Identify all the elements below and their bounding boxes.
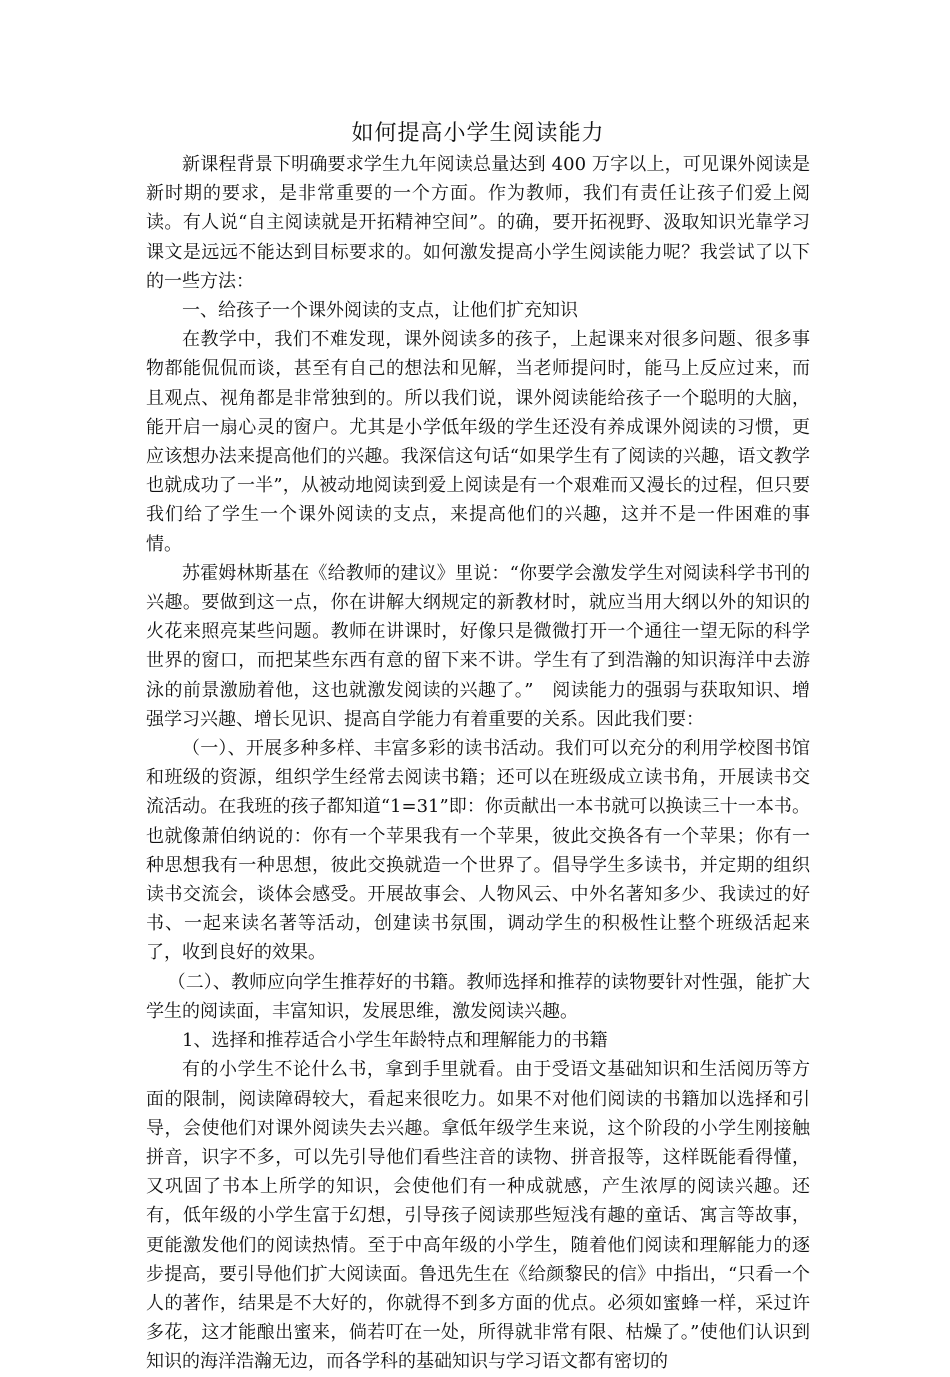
paragraph-reading-activities: （一）、开展多种多样、丰富多彩的读书活动。我们可以充分的利用学校图书馆和班级的资源，组织学生经常去阅读书籍；还可以在班级成立读书角，开展读书交流活动。在我班的孩子都知道“1=31”即：你贡献出一本书就可以换读三十一本书。也就像萧伯纳说的：你有一个苹果我有一个苹果，彼此交换各有一个苹果；你有一种思想我有一种思想，彼此交换就造一个世界了。倡导学生多读书，并定期的组织读书交流会，谈体会感受。开展故事会、人物风云、中外名著知多少、我读过的好书、一起来读名著等活动，创建读书氛围，调动学生的积极性让整个班级活起来了，收到良好的效果。 (146, 738, 810, 964)
paragraph-reading-benefits: 在教学中，我们不难发现，课外阅读多的孩子，上起课来对很多问题、很多事物都能侃侃而谈，甚至有自己的想法和见解，当老师提问时，能马上反应过来，而且观点、视角都是非常独到的。所以我们说，课外阅读能给孩子一个聪明的大脑，能开启一扇心灵的窗户。尤其是小学低年级的学生还没有养成课外阅读的习惯，更应该想办法来提高他们的兴趣。我深信这句话“如果学生有了阅读的兴趣，语文教学也就成功了一半”，从被动地阅读到爱上阅读是有一个艰难而又漫长的过程，但只要我们给了学生一个课外阅读的支点，来提高他们的兴趣，这并不是一件困难的事情。 (146, 329, 810, 555)
document-title: 如何提高小学生阅读能力 (351, 121, 605, 146)
paragraph-age-appropriate-books: 有的小学生不论什么书，拿到手里就看。由于受语文基础知识和生活阅历等方面的限制，阅读障碍较大，看起来很吃力。如果不对他们阅读的书籍加以选择和引导，会使他们对课外阅读失去兴趣。拿低年级学生来说，这个阶段的小学生刚接触拼音，识字不多，可以先引导他们看些注音的读物、拼音报等，这样既能看得懂，又巩固了书本上所学的知识，会使他们有一种成就感，产生浓厚的阅读兴趣。还有，低年级的小学生富于幻想，引导孩子阅读那些短浅有趣的童话、寓言等故事，更能激发他们的阅读热情。至于中高年级的小学生，随着他们阅读和理解能力的逐步提高，要引导他们扩大阅读面。鲁迅先生在《给颜黎民的信》中指出，“只看一个人的著作，结果是不大好的，你就得不到多方面的优点。必须如蜜蜂一样，采过许多花，这才能酿出蜜来，倘若叮在一处，所得就非常有限、枯燥了。”使他们认识到知识的海洋浩瀚无边，而各学科的基础知识与学习语文都有密切的 (146, 1059, 810, 1373)
document-body (146, 118, 810, 1377)
paragraph-intro: 新课程背景下明确要求学生九年阅读总量达到 400 万字以上，可见课外阅读是新时期的要求，是非常重要的一个方面。作为教师，我们有责任让孩子们爱上阅读。有人说“自主阅读就是开拓精神空间”。的确，要开拓视野、汲取知识光靠学习课文是远远不能达到目标要求的。如何激发提高小学生阅读能力呢？我尝试了以下的一些方法： (146, 154, 810, 292)
subsection-heading-1: 1、选择和推荐适合小学生年龄特点和理解能力的书籍 (182, 1030, 608, 1052)
section-heading-1: 一、给孩子一个课外阅读的支点，让他们扩充知识 (182, 300, 578, 322)
paragraph-recommend-books: （二）、教师应向学生推荐好的书籍。教师选择和推荐的读物要针对性强，能扩大学生的阅读面，丰富知识，发展思维，激发阅读兴趣。 (146, 971, 810, 1022)
paragraph-sukhomlinsky-quote: 苏霍姆林斯基在《给教师的建议》里说：“你要学会激发学生对阅读科学书刊的兴趣。要做到这一点，你在讲解大纲规定的新教材时，就应当用大纲以外的知识的火花来照亮某些问题。教师在讲课时，好像只是微微打开一个通往一望无际的科学世界的窗口，而把某些东西有意的留下来不讲。学生有了到浩瀚的知识海洋中去游泳的前景激励着他，这也就激发阅读的兴趣了。” 阅读能力的强弱与获取知识、增强学习兴趣、增长见识、提高自学能力有着重要的关系。因此我们要： (146, 562, 810, 730)
